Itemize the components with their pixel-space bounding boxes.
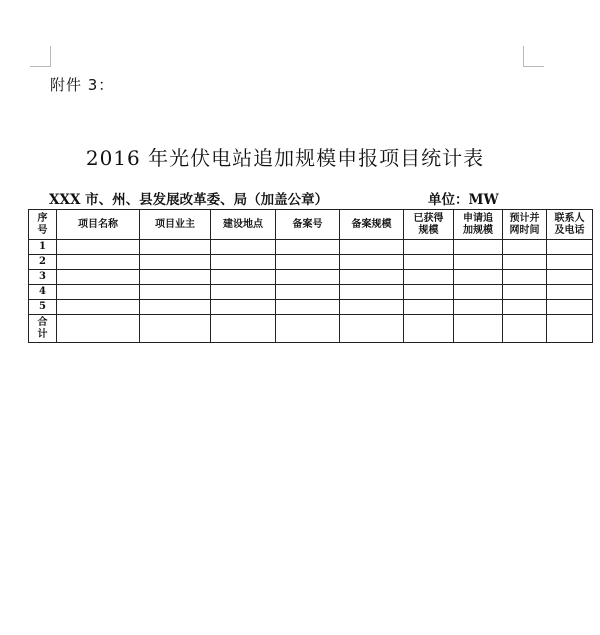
table-cell <box>454 255 503 270</box>
header-text: 联系人 <box>554 212 585 224</box>
header-text: 建设地点 <box>223 218 263 230</box>
header-text: 备案规模 <box>351 218 392 230</box>
row-number: 5 <box>29 300 57 315</box>
total-label-text: 计 <box>37 328 48 340</box>
table-cell <box>57 240 140 255</box>
table-cell <box>404 270 454 285</box>
table-cell <box>547 255 593 270</box>
table-cell <box>340 270 404 285</box>
header-cell-filing-number <box>276 210 340 240</box>
header-cell-project-owner <box>140 210 211 240</box>
row-number: 3 <box>29 270 57 285</box>
table-cell <box>140 270 211 285</box>
table-cell <box>211 315 276 343</box>
header-text: 网时间 <box>509 224 540 236</box>
table-cell <box>340 315 404 343</box>
table-cell <box>57 285 140 300</box>
table-cell <box>404 300 454 315</box>
table-cell <box>211 240 276 255</box>
table-cell <box>503 285 547 300</box>
unit-line: 单位：MW <box>428 192 499 208</box>
header-cell-obtained-scale <box>404 210 454 240</box>
table-cell <box>340 285 404 300</box>
attachment-label: 附件 3： <box>50 76 115 94</box>
header-cell-serial <box>29 210 57 240</box>
table-cell <box>340 255 404 270</box>
header-cell-grid-time <box>503 210 547 240</box>
table-cell <box>276 300 340 315</box>
table-cell <box>340 300 404 315</box>
row-number: 1 <box>29 240 57 255</box>
page-corner-mark-top-left <box>30 46 51 67</box>
organization-line: XXX 市、州、县发展改革委、局（加盖公章） <box>49 192 329 208</box>
header-text: 备案号 <box>292 218 323 230</box>
table-cell <box>276 240 340 255</box>
table-cell <box>211 285 276 300</box>
table-cell <box>211 270 276 285</box>
total-label-text: 合 <box>37 316 48 328</box>
table-cell <box>404 315 454 343</box>
table-cell <box>547 285 593 300</box>
row-number: 2 <box>29 255 57 270</box>
table-cell <box>547 315 593 343</box>
table-cell <box>57 300 140 315</box>
table-cell <box>276 255 340 270</box>
table-cell <box>340 240 404 255</box>
statistics-table <box>28 209 593 343</box>
page-corner-mark-top-right <box>523 46 544 67</box>
table-header-row <box>29 210 593 240</box>
table-cell <box>140 315 211 343</box>
header-text: 项目名称 <box>78 218 118 230</box>
header-cell-contact <box>547 210 593 240</box>
table-cell <box>454 270 503 285</box>
table-cell <box>454 315 503 343</box>
table-cell <box>140 300 211 315</box>
table-cell <box>404 285 454 300</box>
header-text: 申请追 <box>463 212 493 224</box>
table-cell <box>276 285 340 300</box>
table-cell <box>547 300 593 315</box>
table-cell <box>547 270 593 285</box>
header-text: 已获得 <box>413 212 444 224</box>
table-cell <box>454 285 503 300</box>
table-row <box>29 240 593 255</box>
table-cell <box>57 270 140 285</box>
table-cell <box>57 255 140 270</box>
table-cell <box>503 255 547 270</box>
table-cell <box>503 240 547 255</box>
total-label-cell <box>29 315 57 343</box>
table-cell <box>503 315 547 343</box>
table-row <box>29 270 593 285</box>
table-cell <box>404 255 454 270</box>
table-row <box>29 255 593 270</box>
header-text: 序 <box>37 212 48 224</box>
table-cell <box>547 240 593 255</box>
table-cell <box>454 240 503 255</box>
table-cell <box>503 270 547 285</box>
document-title: 2016 年光伏电站追加规模申报项目统计表 <box>85 146 485 170</box>
header-cell-additional-scale <box>454 210 503 240</box>
header-text: 预计并 <box>509 212 540 224</box>
table-row <box>29 300 593 315</box>
table-cell <box>276 270 340 285</box>
header-cell-location <box>211 210 276 240</box>
table-cell <box>454 300 503 315</box>
table-cell <box>140 255 211 270</box>
table-row <box>29 285 593 300</box>
table-cell <box>404 240 454 255</box>
table-total-row <box>29 315 593 343</box>
table-cell <box>211 255 276 270</box>
row-number: 4 <box>29 285 57 300</box>
header-text: 加规模 <box>463 224 493 236</box>
table-cell <box>140 240 211 255</box>
header-cell-filing-scale <box>340 210 404 240</box>
table-cell <box>211 300 276 315</box>
header-cell-project-name <box>57 210 140 240</box>
table-cell <box>276 315 340 343</box>
header-text: 及电话 <box>554 224 585 236</box>
table-cell <box>57 315 140 343</box>
header-text: 项目业主 <box>155 218 195 230</box>
table-cell <box>503 300 547 315</box>
header-text: 号 <box>37 224 48 236</box>
table-cell <box>140 285 211 300</box>
header-text: 规模 <box>418 224 439 236</box>
